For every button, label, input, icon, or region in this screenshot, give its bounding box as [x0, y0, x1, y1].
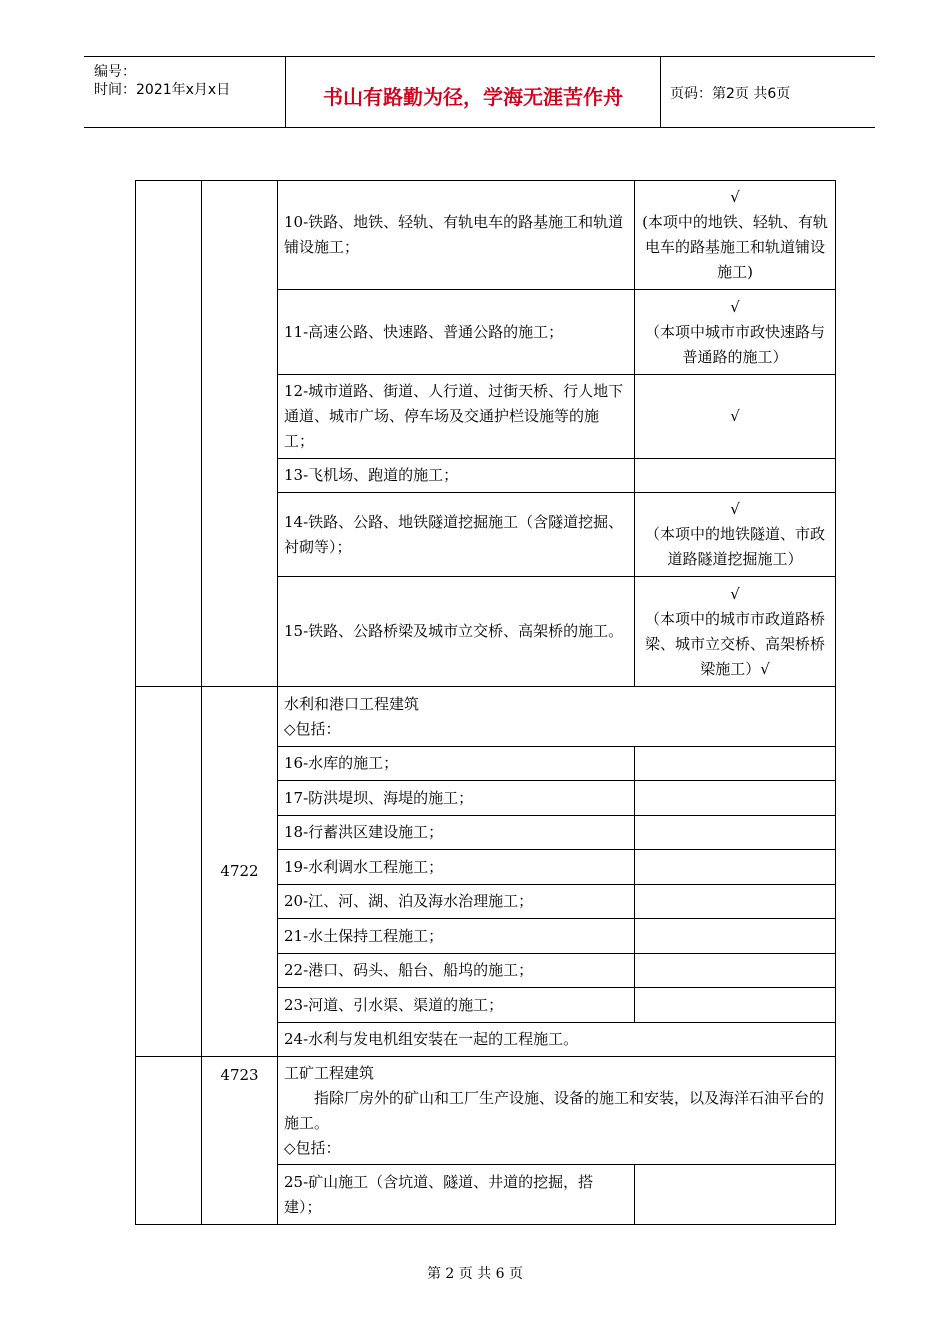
- table-row: [136, 687, 836, 747]
- check-note: （本项中城市市政快速路与普通路的施工）: [644, 322, 825, 366]
- major-class-cell: [136, 181, 202, 687]
- item-description: 10-铁路、地铁、轻轨、有轨电车的路基施工和轨道铺设施工；: [278, 181, 635, 290]
- check-cell: [635, 816, 836, 850]
- section-heading-cell: [278, 1057, 836, 1165]
- item-description: 11-高速公路、快速路、普通公路的施工；: [278, 290, 635, 375]
- item-description: 17-防洪堤坝、海堤的施工；: [278, 781, 635, 816]
- check-cell: [635, 577, 836, 687]
- header-page-number: 页码：第2页 共6页: [670, 86, 791, 102]
- check-cell: [635, 885, 836, 919]
- check-note: (本项中的地铁、轻轨、有轨电车的路基施工和轨道铺设施工): [642, 213, 828, 281]
- check-cell: [635, 919, 836, 954]
- item-description: 14-铁路、公路、地铁隧道挖掘施工（含隧道挖掘、衬砌等）；: [278, 493, 635, 577]
- check-mark: √: [730, 407, 740, 425]
- class-code-4723: 4723: [202, 1057, 278, 1225]
- check-cell: [635, 493, 836, 577]
- item-description: 23-河道、引水渠、渠道的施工；: [278, 988, 635, 1023]
- check-note: （本项中的城市市政道路桥梁、城市立交桥、高架桥桥梁施工）√: [644, 609, 825, 678]
- check-cell: [635, 1165, 836, 1225]
- page-footer: 第 2 页 共 6 页: [426, 1266, 524, 1282]
- item-description: 22-港口、码头、船台、船坞的施工；: [278, 954, 635, 988]
- header-center-cell: [285, 57, 661, 127]
- check-cell: [635, 290, 836, 375]
- check-cell: [635, 954, 836, 988]
- check-mark: √: [730, 297, 740, 316]
- section-title: 水利和港口工程建筑: [284, 694, 420, 713]
- include-label: ◇包括：: [284, 1138, 341, 1157]
- major-class-cell: [136, 1057, 202, 1225]
- check-cell: [635, 181, 836, 290]
- document-date: 时间：2021年x月x日: [94, 82, 231, 98]
- section-title: 工矿工程建筑: [284, 1063, 375, 1082]
- class-code-cell: [202, 181, 278, 687]
- check-mark: √: [730, 188, 740, 206]
- item-description: 25-矿山施工（含坑道、隧道、井道的挖掘，搭建）；: [278, 1165, 635, 1225]
- check-mark: √: [730, 584, 740, 603]
- check-mark: √: [730, 500, 740, 518]
- document-number: 编号：: [94, 64, 136, 80]
- major-class-cell: [136, 687, 202, 1057]
- check-cell: [635, 747, 836, 781]
- check-cell: [635, 781, 836, 816]
- include-label: ◇包括：: [284, 719, 341, 738]
- item-description: 21-水土保持工程施工；: [278, 919, 635, 954]
- table-row: [136, 1057, 836, 1165]
- table-row: [136, 181, 836, 290]
- header-right-cell: [660, 57, 875, 127]
- check-note: （本项中的地铁隧道、市政道路隧道挖掘施工）: [644, 525, 825, 568]
- item-description: 15-铁路、公路桥梁及城市立交桥、高架桥的施工。: [278, 577, 635, 687]
- header-left-cell: [84, 57, 285, 127]
- class-code-4722: 4722: [202, 687, 278, 1057]
- header-motto: 书山有路勤为径，学海无涯苦作舟: [323, 85, 623, 109]
- section-description: 指除厂房外的矿山和工厂生产设施、设备的施工和安装，以及海洋石油平台的施工。: [284, 1088, 825, 1132]
- check-cell: [635, 988, 836, 1023]
- item-description: 19-水利调水工程施工；: [278, 850, 635, 885]
- check-cell: [635, 459, 836, 493]
- section-heading-cell: [278, 687, 836, 747]
- item-description: 12-城市道路、街道、人行道、过街天桥、行人地下通道、城市广场、停车场及交通护栏设施等的施工；: [278, 375, 635, 459]
- check-cell: [635, 850, 836, 885]
- page-header: [84, 56, 875, 128]
- item-description: 13-飞机场、跑道的施工；: [278, 459, 635, 493]
- item-description: 18-行蓄洪区建设施工；: [278, 816, 635, 850]
- classification-table: [135, 180, 836, 1225]
- check-cell: [635, 375, 836, 459]
- item-description: 16-水库的施工；: [278, 747, 635, 781]
- item-description: 20-江、河、湖、泊及海水治理施工；: [278, 885, 635, 919]
- item-description: 24-水利与发电机组安装在一起的工程施工。: [278, 1023, 836, 1057]
